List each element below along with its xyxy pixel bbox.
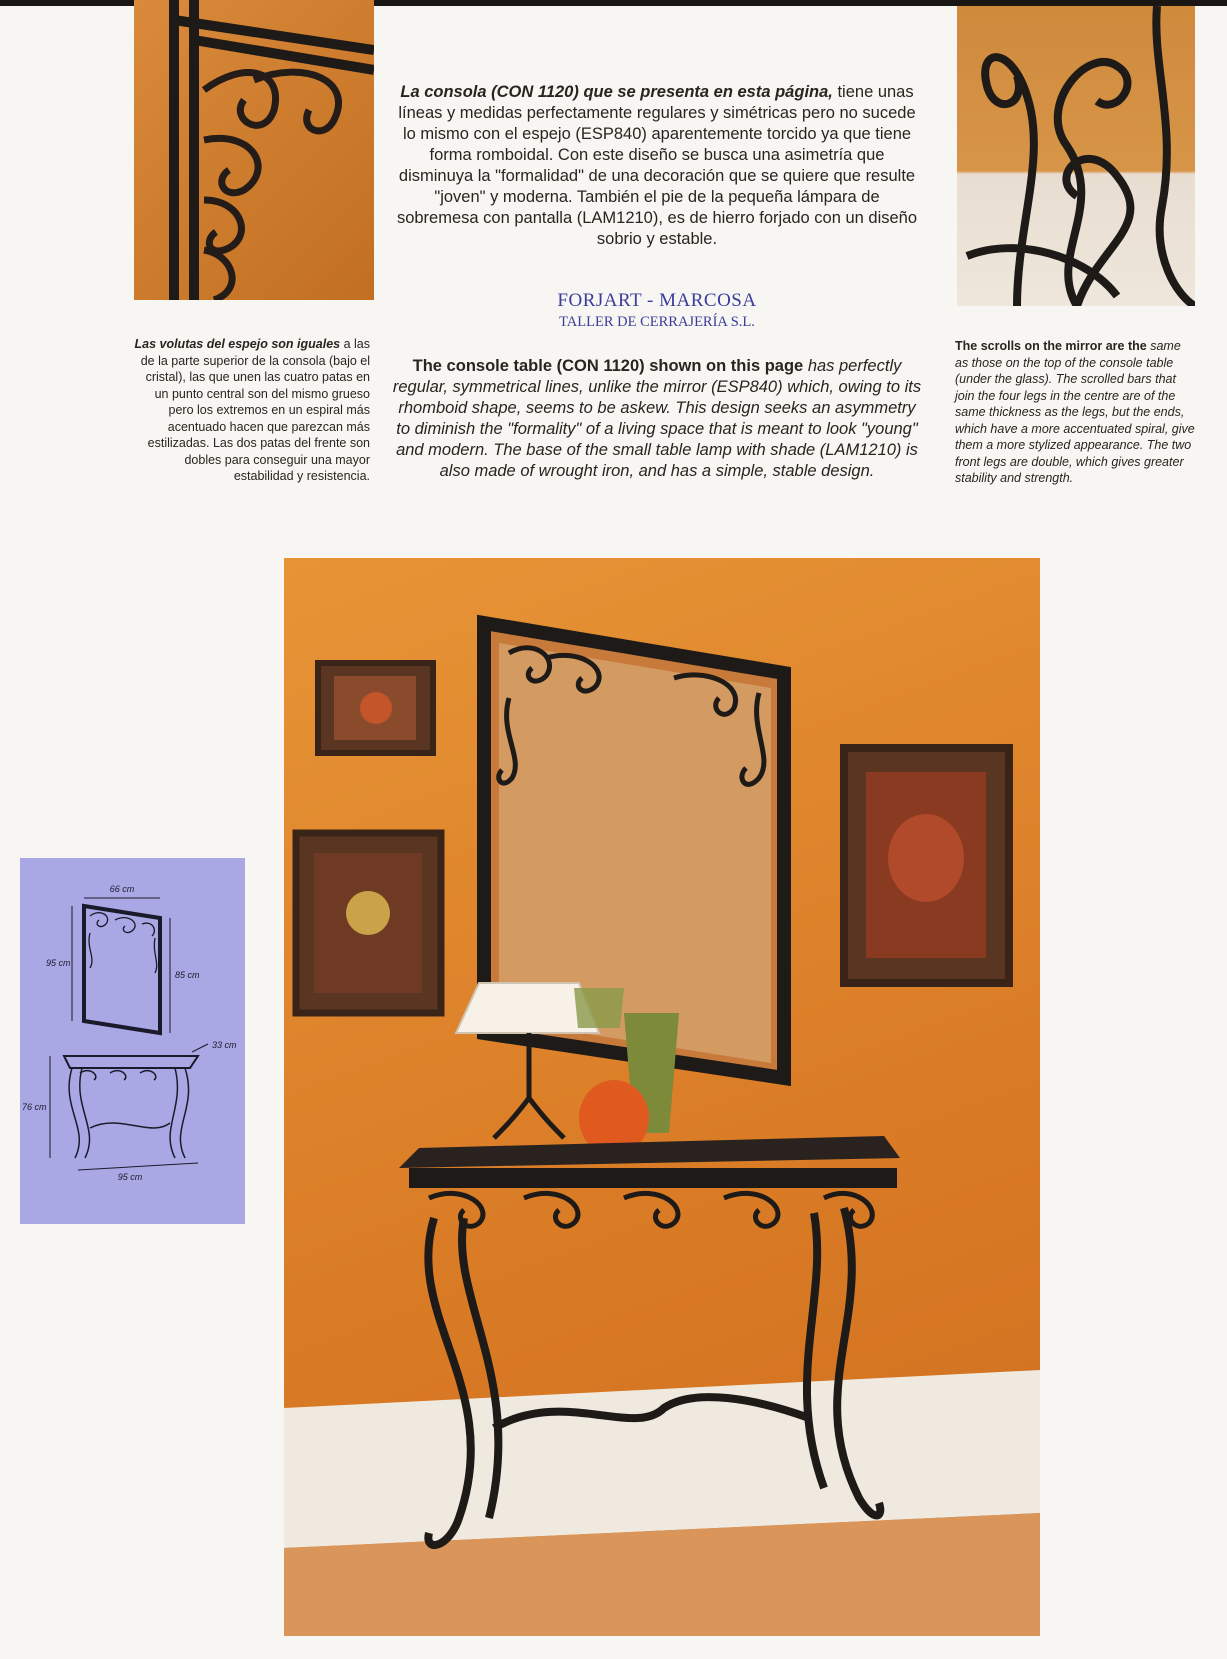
- dim-table-height: 76 cm: [22, 1102, 47, 1112]
- dim-mirror-left-height: 95 cm: [46, 958, 71, 968]
- console-room-photo: [284, 558, 1040, 1636]
- spanish-description: [392, 82, 922, 250]
- mirror-detail-photo-right: [957, 6, 1195, 306]
- caption-left-body: a las de la parte superior de la consola (bajo el cristal), las que unen las cuatro patas en un punto central son del mismo grueso pero los extremos en un espiral más acentuado hacen que parezcan más estilizadas. Las dos patas del frente son dobles para conseguir una mayor estabilidad y resistencia.: [140, 337, 370, 483]
- dim-mirror-right-height: 85 cm: [175, 970, 200, 980]
- caption-right-lead: The scrolls on the mirror are the: [955, 339, 1147, 353]
- english-description: [392, 356, 922, 482]
- dimensions-diagram: [20, 858, 245, 1224]
- dim-table-depth: 33 cm: [212, 1040, 237, 1050]
- brand-block: [392, 290, 922, 331]
- caption-right: [955, 338, 1195, 487]
- caption-left-lead: Las volutas del espejo son iguales: [134, 337, 341, 351]
- caption-right-body: same as those on the top of the console table (under the glass). The scrolled bars that join the four legs in the centre are of the same thickness as the legs, but the ends, which have a more accentuated spiral, give them a more stylized appearance. The two front legs are double, which gives greater stability and strength.: [955, 339, 1195, 485]
- brand-name: FORJART - MARCOSA: [557, 290, 757, 311]
- caption-left: [130, 336, 370, 485]
- english-lead: The console table (CON 1120) shown on this page: [412, 357, 804, 375]
- dim-table-width: 95 cm: [117, 1172, 143, 1182]
- mirror-detail-photo-left: [134, 0, 374, 300]
- spanish-body: tiene unas líneas y medidas perfectamente regulares y simétricas pero no sucede lo mismo con el espejo (ESP840) aparentemente torcido ya que tiene forma romboidal. Con este diseño se busca una asimetría que disminuya la "formalidad" de una decoración que se quiere que resulte "joven" y moderna. También el pie de la pequeña lámpara de sobremesa con pantalla (LAM1210), es de hierro forjado con un diseño sobrio y estable.: [396, 83, 918, 248]
- dim-mirror-width: 66 cm: [109, 884, 135, 894]
- spanish-lead: La consola (CON 1120) que se presenta en esta página,: [400, 83, 833, 101]
- brand-company: TALLER DE CERRAJERÍA S.L.: [559, 314, 755, 330]
- english-body: has perfectly regular, symmetrical lines, unlike the mirror (ESP840) which, owing to its rhomboid shape, seems to be askew. This design seeks an asymmetry to diminish the "formality" of a living space that is meant to look "young" and modern. The base of the small table lamp with shade (LAM1210) is also made of wrought iron, and has a simple, stable design.: [392, 357, 922, 480]
